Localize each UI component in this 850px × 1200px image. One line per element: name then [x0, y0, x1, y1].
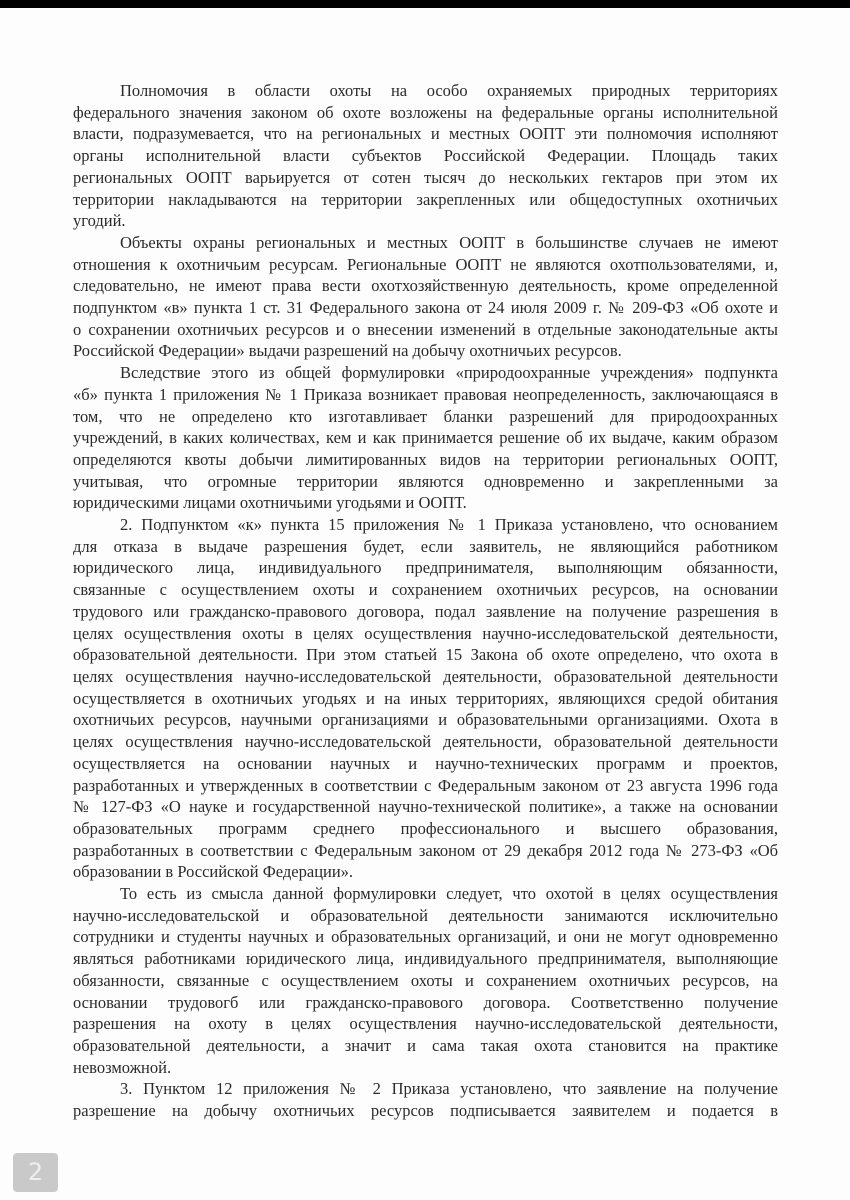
text-line: Российской Федерации» выдачи разрешений на добычу охотничьих ресурсов.: [73, 341, 622, 361]
text-line: целях осуществления охоты в целях осуществления научно-исследовательской деятельности,: [73, 623, 778, 643]
text-line: образовательной деятельности. При этом статьей 15 Закона об охоте определено, что охота в: [73, 645, 778, 665]
text-line: охотничьих ресурсов, научными организациями и образовательными организациями. Охота в: [73, 710, 778, 730]
text-line: следовательно, не имеют права вести охотхозяйственную деятельность, кроме определенной: [73, 276, 778, 296]
text-line: № 127-ФЗ «О науке и государственной научно-технической политике», а также на основании: [73, 797, 778, 817]
paragraph: [73, 1078, 778, 1121]
text-line: обязанности, связанные с осуществлением охоты и сохранением охотничьих ресурсов, на: [73, 970, 778, 990]
text-line: юридического лица, индивидуального предпринимателя, выполняющим обязанности,: [73, 558, 778, 578]
text-line: целях осуществления научно-исследовательской деятельности, образовательной деятельности: [73, 666, 778, 686]
text-line: Объекты охраны региональных и местных ООПТ в большинстве случаев не имеют: [120, 232, 778, 252]
top-bar: [0, 0, 850, 8]
paragraph: [73, 80, 778, 232]
page-number-badge: 2: [13, 1153, 58, 1192]
text-line: сотрудники и студенты научных и образовательных организаций, и они не могут одновременно: [73, 927, 778, 947]
text-line: основании трудовогб или гражданско-правового договора. Соответственно получение: [73, 992, 778, 1012]
text-line: том, что не определено кто изготавливает бланки разрешений для природоохранных: [73, 406, 778, 426]
text-line: образовательной деятельности, а значит и сама такая охота становится на практике: [73, 1035, 778, 1055]
text-line: Полномочия в области охоты на особо охраняемых природных территориях: [120, 81, 778, 100]
text-line: целях осуществления научно-исследовательской деятельности, образовательной деятельности: [73, 732, 778, 752]
text-line: Вследствие этого из общей формулировки «природоохранные учреждения» подпункта: [120, 363, 778, 383]
text-line: являться работниками юридического лица, индивидуального предпринимателя, выполняющие: [73, 949, 778, 969]
text-line: связанные с осуществлением охоты и сохранением охотничьих ресурсов, на основании: [73, 580, 778, 600]
text-line: разрешение на добычу охотничьих ресурсов подписывается заявителем и подается в: [73, 1101, 778, 1121]
text-line: научно-исследовательской и образовательной деятельности занимаются исключительно: [73, 905, 778, 925]
text-line: То есть из смысла данной формулировки следует, что охотой в целях осуществления: [120, 884, 778, 904]
text-line: о сохранении охотничьих ресурсов и о внесении изменений в отдельные законодательные акты: [73, 319, 778, 339]
text-line: образовании в Российской Федерации».: [73, 862, 354, 882]
document-page: [73, 80, 778, 1122]
paragraph: [73, 883, 778, 1078]
text-line: осуществляется на основании научных и научно-технических программ и проектов,: [73, 753, 778, 773]
text-line: «б» пункта 1 приложения № 1 Приказа возникает правовая неопределенность, заключающаяся в: [73, 384, 778, 404]
text-line: разрешения на охоту в целях осуществления научно-исследовательской деятельности,: [73, 1014, 778, 1034]
text-line: разработанных и утвержденных в соответствии с Федеральным законом от 23 августа 1996 года: [73, 775, 778, 795]
text-line: учреждений, в каких количествах, кем и как принимается решение об их выдаче, каким образом: [73, 428, 778, 448]
text-line: для отказа в выдаче разрешения будет, если заявитель, не являющийся работником: [73, 536, 778, 556]
paragraph: [73, 232, 778, 362]
text-line: федерального значения законом об охоте возложены на федеральные органы исполнительной: [73, 102, 778, 122]
text-line: учитывая, что огромные территории являются одновременно и закрепленными за: [73, 471, 778, 491]
text-line: трудового или гражданско-правового договора, подал заявление на получение разрешения в: [73, 601, 778, 621]
paragraph: [73, 514, 778, 883]
text-line: определяются квоты добычи лимитированных видов на территории региональных ООПТ,: [73, 449, 778, 469]
text-line: власти, подразумевается, что на региональных и местных ООПТ эти полномочия исполняют: [73, 124, 778, 144]
text-line: угодий.: [73, 211, 126, 231]
text-line: территории накладываются на территории закрепленных или общедоступных охотничьих: [73, 189, 778, 209]
text-line: региональных ООПТ варьируется от сотен тысяч до нескольких гектаров при этом их: [73, 167, 778, 187]
text-line: юридическими лицами охотничьими угодьями и ООПТ.: [73, 493, 467, 513]
text-line: невозможной.: [73, 1057, 172, 1077]
text-line: разработанных в соответствии с Федеральным законом от 29 декабря 2012 года № 273-ФЗ «Об: [73, 840, 778, 860]
text-line: отношения к охотничьим ресурсам. Региональные ООПТ не являются охотпользователями, и,: [73, 254, 778, 274]
text-line: 3. Пунктом 12 приложения № 2 Приказа установлено, что заявление на получение: [120, 1079, 778, 1099]
paragraph: [73, 362, 778, 514]
text-line: подпунктом «в» пункта 1 ст. 31 Федерального закона от 24 июля 2009 г. № 209-ФЗ «Об охоте и: [73, 298, 778, 318]
text-line: органы исполнительной власти субъектов Российской Федерации. Площадь таких: [73, 146, 778, 166]
text-line: осуществляется в охотничьих угодьях и на иных территориях, являющихся средой обитания: [73, 688, 778, 708]
text-line: 2. Подпунктом «к» пункта 15 приложения № 1 Приказа установлено, что основанием: [120, 515, 778, 535]
text-line: образовательных программ среднего профессионального и высшего образования,: [73, 818, 778, 838]
